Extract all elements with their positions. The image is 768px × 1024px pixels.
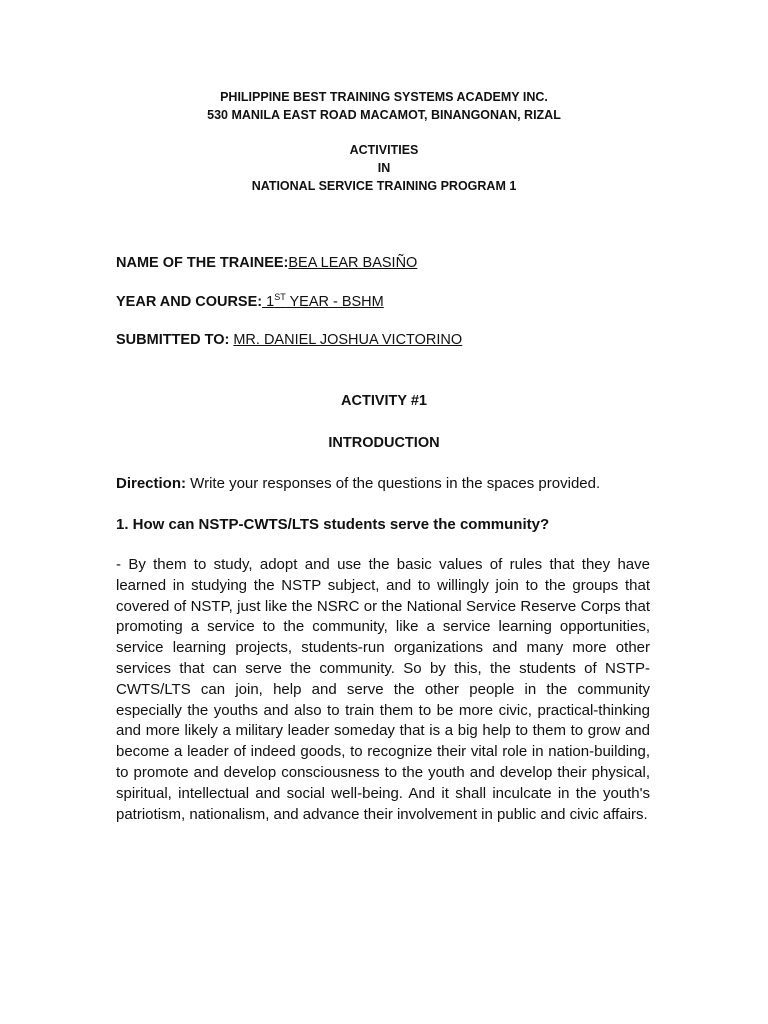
heading-activities: ACTIVITIES [349,143,419,157]
activity-title: INTRODUCTION [328,435,440,451]
submitted-to-value: MR. DANIEL JOSHUA VICTORINO [233,332,463,348]
heading-in: IN [377,161,391,175]
trainee-name-value: BEA LEAR BASIÑO [288,255,418,271]
year-course-label: YEAR AND COURSE: [116,294,263,310]
submitted-to-label: SUBMITTED TO: [116,332,230,348]
activity-number: ACTIVITY #1 [341,393,427,409]
school-name: PHILIPPINE BEST TRAINING SYSTEMS ACADEMY INC. [220,90,548,104]
year-course-value [262,294,384,310]
trainee-name-field [116,253,417,273]
year-rest: YEAR - BSHM [285,294,384,310]
school-address: 530 MANILA EAST ROAD MACAMOT, BINANGONAN, RIZAL [207,108,561,122]
year-superscript: ST [274,292,286,302]
answer-1: - By them to study, adopt and use the basic values of rules that they have learned in studying the NSTP subject, and to willingly join to the groups that covered of NSTP, just like the NSRC or the National Service Reserve Corps that promoting a service to the community, like a service learning opportunities, service learning projects, students-run organizations and many more other services that can serve the community. So by this, the students of NSTP-CWTS/LTS can join, help and serve the other people in the community especially the youths and also to train them to be more civic, practical-thinking and more likely a military leader someday that is a big help to them to grow and become a leader of indeed goods, to recognize their vital role in nation-building, to promote and develop consciousness to the youth and develop their physical, spiritual, intellectual and social well-being. And it shall inculcate in the youth's patriotism, nationalism, and advance their involvement in public and civic affairs. [116,556,650,823]
heading-program: NATIONAL SERVICE TRAINING PROGRAM 1 [251,179,517,193]
question-1: 1. How can NSTP-CWTS/LTS students serve the community? [116,516,550,533]
year-number: 1 [262,294,275,310]
direction-text: Write your responses of the questions in the spaces provided. [186,475,601,492]
year-course-field [116,292,384,312]
direction-line [116,474,600,494]
submitted-to-field [116,330,462,350]
trainee-name-label: NAME OF THE TRAINEE: [116,255,289,271]
direction-label: Direction: [116,475,187,492]
